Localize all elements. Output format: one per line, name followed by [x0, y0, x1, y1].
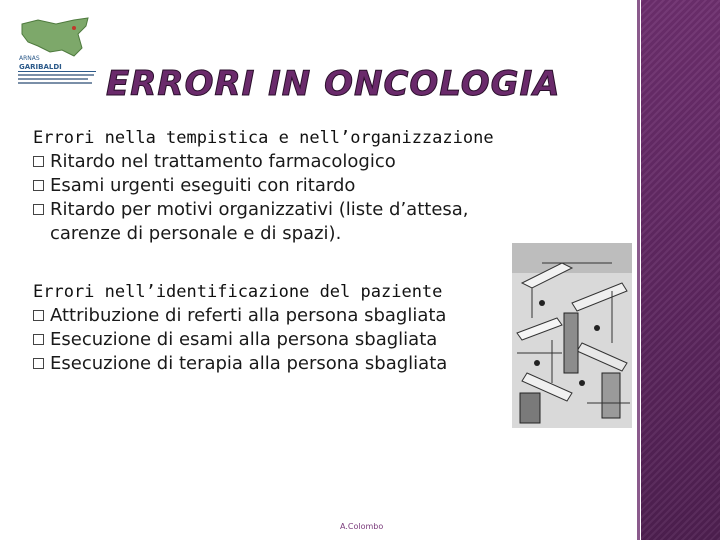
list-item-text: Attribuzione di referti alla persona sbagliata — [50, 305, 447, 326]
checkbox-bullet-icon — [33, 156, 44, 167]
relativity-drawing-icon — [512, 243, 632, 428]
slide-content — [33, 126, 553, 376]
section-heading: Errori nell’identificazione del paziente — [33, 282, 443, 302]
list-item-text: Ritardo nel trattamento farmacologico — [50, 151, 396, 172]
decorative-band-line — [637, 0, 640, 540]
footer-author: A.Colombo — [340, 522, 384, 531]
list-item — [33, 198, 515, 246]
escher-illustration — [512, 243, 632, 428]
list-item-text: Esecuzione di terapia alla persona sbagliata — [50, 353, 448, 374]
list-item — [33, 174, 553, 198]
list-item — [33, 352, 553, 376]
section-heading: Errori nella tempistica e nell’organizzazione — [33, 128, 494, 148]
checkbox-bullet-icon — [33, 334, 44, 345]
page-title: ERRORI IN ONCOLOGIA — [106, 64, 561, 104]
checkbox-bullet-icon — [33, 358, 44, 369]
decorative-side-band — [641, 0, 720, 540]
list-item — [33, 150, 553, 174]
checkbox-bullet-icon — [33, 310, 44, 321]
svg-text:ARNAS: ARNAS — [19, 55, 40, 62]
checkbox-bullet-icon — [33, 180, 44, 191]
sicily-logo-icon — [16, 14, 98, 90]
checkbox-bullet-icon — [33, 204, 44, 215]
list-item-text: Esecuzione di esami alla persona sbagliata — [50, 329, 438, 350]
hospital-logo — [16, 14, 98, 90]
svg-text:GARIBALDI: GARIBALDI — [19, 63, 62, 71]
list-item-text: Esami urgenti eseguiti con ritardo — [50, 175, 356, 196]
list-item-text: Ritardo per motivi organizzativi (liste d’attesa, carenze di personale e di spazi). — [50, 199, 469, 244]
list-item — [33, 328, 553, 352]
list-item — [33, 304, 470, 328]
